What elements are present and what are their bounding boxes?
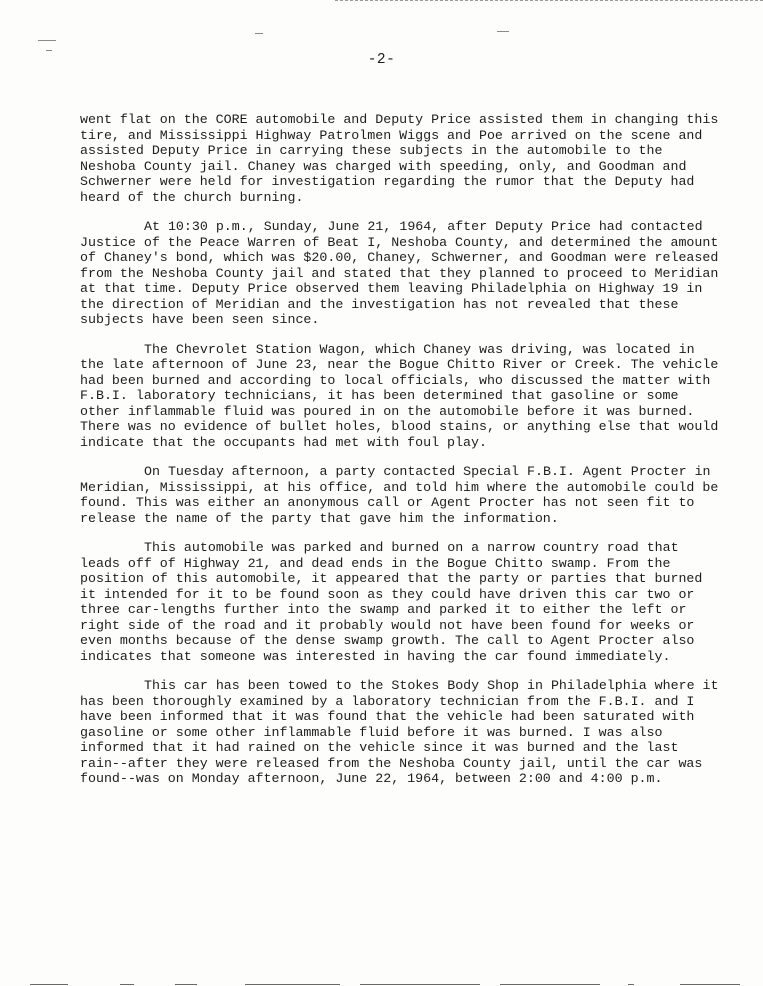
body-text	[80, 112, 725, 801]
paragraph-continuation: went flat on the CORE automobile and Deputy Price assisted them in changing this tire, and Mississippi Highway Patrolmen Wiggs and Poe arrived on the scene and assisted Deputy Price in carrying these subjects in the automobile to the Neshoba County jail. Chaney was charged with speeding, only, and Goodman and Schwerner were held for investigation regarding the rumor that the Deputy had heard of the church burning.	[80, 112, 719, 205]
scan-speck	[38, 40, 56, 41]
bottom-scan-rule	[120, 984, 134, 985]
page-number: -2-	[367, 52, 396, 68]
bottom-scan-rule	[628, 984, 634, 985]
paragraph-location: This automobile was parked and burned on a narrow country road that leads off of Highway 21, and dead ends in the Bogue Chitto swamp. From the position of this automobile, it appeared that the party or parties that burned it intended for it to be found soon as they could have driven this car two or three car-lengths further into the swamp and parked it to either the left or right side of the road and it probably would not have been found for weeks or even months because of the dense swamp growth. The call to Agent Procter also indicates that someone was interested in having the car found immediately.	[80, 540, 703, 664]
bottom-scan-rule	[680, 984, 740, 985]
scan-speck	[255, 33, 263, 34]
paragraph-tuesday-call: On Tuesday afternoon, a party contacted Special F.B.I. Agent Procter in Meridian, Mississippi, at his office, and told him where the automobile could be found. This was either an anonymous call or Agent Procter has not seen fit to release the name of the party that gave him the information.	[80, 464, 719, 526]
paragraph-examination: This car has been towed to the Stokes Body Shop in Philadelphia where it has been thoroughly examined by a laboratory technician from the F.B.I. and I have been informed that it was found that the vehicle had been saturated with gasoline or some other inflammable fluid before it was burned. I was also informed that it had rained on the vehicle since it was burned and the last rain--after they were released from the Neshoba County jail, until the car was found--was on Monday afternoon, June 22, 1964, between 2:00 and 4:00 p.m.	[80, 678, 719, 786]
scan-speck	[497, 31, 509, 32]
bottom-scan-rule	[30, 984, 68, 985]
bottom-scan-rule	[500, 984, 600, 985]
paragraph-release: At 10:30 p.m., Sunday, June 21, 1964, after Deputy Price had contacted Justice of the Peace Warren of Beat I, Neshoba County, and determined the amount of Chaney's bond, which was $20.00, Chaney, Schwerner, and Goodman were released from the Neshoba County jail and stated that they planned to proceed to Meridian at that time. Deputy Price observed them leaving Philadelphia on Highway 19 in the direction of Meridian and the investigation has not revealed that these subjects have been seen since.	[80, 219, 719, 327]
paragraph-station-wagon: The Chevrolet Station Wagon, which Chaney was driving, was located in the late afternoon of June 23, near the Bogue Chitto River or Creek. The vehicle had been burned and according to local officials, who discussed the matter with F.B.I. laboratory technicians, it has been determined that gasoline or some other inflammable fluid was poured in on the automobile before it was burned. There was no evidence of bullet holes, blood stains, or anything else that would indicate that the occupants had met with foul play.	[80, 341, 719, 450]
bottom-scan-rule	[175, 984, 197, 985]
bottom-scan-rule	[360, 984, 480, 985]
bottom-scan-rule	[245, 984, 340, 985]
scan-speck	[46, 50, 52, 51]
scan-edge-artifact	[335, 0, 763, 3]
